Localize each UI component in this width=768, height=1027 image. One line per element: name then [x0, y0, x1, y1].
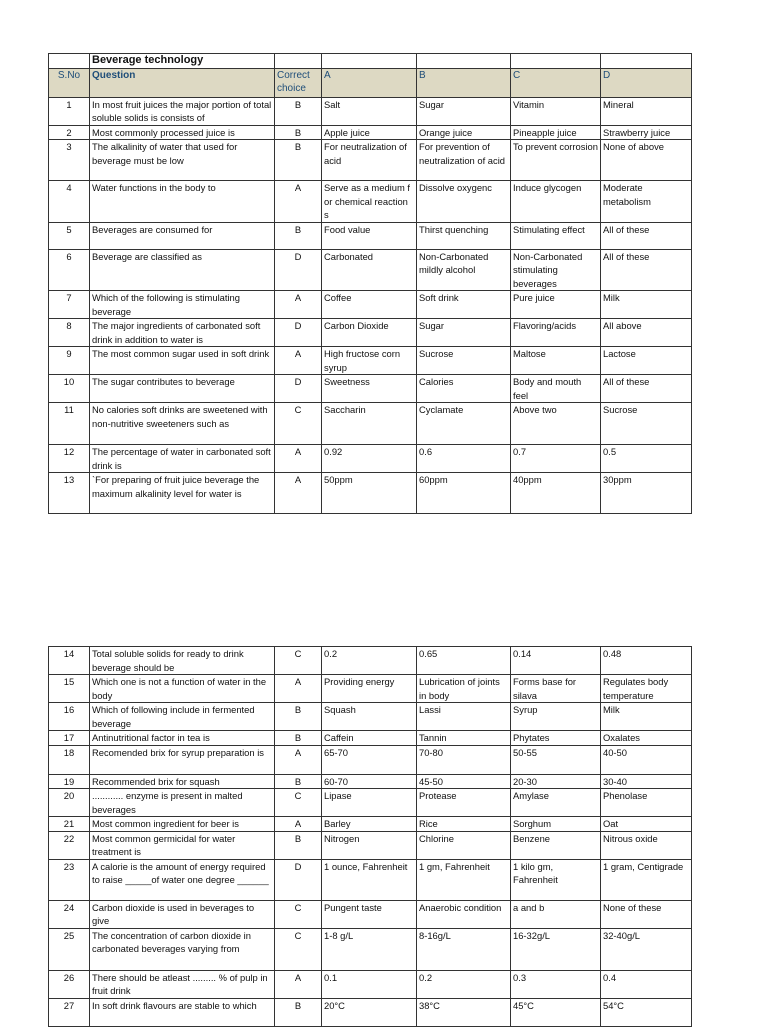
cell-option-c: 45°C — [511, 998, 601, 1026]
cell-sno: 5 — [49, 222, 90, 249]
cell-option-a: 65-70 — [322, 745, 417, 774]
cell-option-c: 20-30 — [511, 774, 601, 789]
cell-option-c: Forms base for silava — [511, 675, 601, 703]
cell-option-c: Syrup — [511, 703, 601, 731]
cell-option-a: 20°C — [322, 998, 417, 1026]
cell-option-b: Chlorine — [417, 831, 511, 859]
cell-option-c: 16-32g/L — [511, 928, 601, 970]
cell-option-b: Protease — [417, 789, 511, 817]
cell-option-d: Milk — [601, 291, 692, 319]
cell-option-a: Food value — [322, 222, 417, 249]
question-row — [49, 928, 692, 970]
cell-question: Which of the following is stimulating beverage — [90, 291, 275, 319]
cell-question: A calorie is the amount of energy required to raise _____of water one degree ______ — [90, 859, 275, 900]
cell-option-a: Squash — [322, 703, 417, 731]
cell-option-d: Regulates body temperature — [601, 675, 692, 703]
cell-option-a: Serve as a medium f or chemical reaction s — [322, 181, 417, 223]
cell-option-a: For neutralization of acid — [322, 140, 417, 181]
cell-sno: 20 — [49, 789, 90, 817]
cell-option-b: For prevention of neutralization of acid — [417, 140, 511, 181]
cell-question: There should be atleast ......... % of pulp in fruit drink — [90, 970, 275, 998]
header-question: Question — [90, 68, 275, 97]
cell-option-a: Coffee — [322, 291, 417, 319]
cell-question: Recomended brix for syrup preparation is — [90, 745, 275, 774]
cell-option-d: Sucrose — [601, 403, 692, 445]
cell-correct-choice: D — [275, 859, 322, 900]
cell-sno: 14 — [49, 647, 90, 675]
cell-sno: 8 — [49, 319, 90, 347]
question-row — [49, 291, 692, 319]
cell-question: Carbon dioxide is used in beverages to give — [90, 900, 275, 928]
cell-option-c: Pure juice — [511, 291, 601, 319]
question-row — [49, 970, 692, 998]
cell-option-a: Lipase — [322, 789, 417, 817]
cell-sno: 24 — [49, 900, 90, 928]
question-row — [49, 731, 692, 746]
cell-question: Beverage are classified as — [90, 249, 275, 291]
cell-correct-choice: A — [275, 970, 322, 998]
cell-option-c: To prevent corrosion — [511, 140, 601, 181]
cell-option-d: 54°C — [601, 998, 692, 1026]
cell-option-a: 0.92 — [322, 445, 417, 473]
question-row — [49, 703, 692, 731]
cell-question: The alkalinity of water that used for beverage must be low — [90, 140, 275, 181]
cell-option-d: Nitrous oxide — [601, 831, 692, 859]
cell-question: Antinutritional factor in tea is — [90, 731, 275, 746]
cell-option-d: Milk — [601, 703, 692, 731]
cell-sno: 23 — [49, 859, 90, 900]
cell-question: The most common sugar used in soft drink — [90, 347, 275, 375]
cell-option-d: Phenolase — [601, 789, 692, 817]
cell-option-d: Oat — [601, 817, 692, 832]
cell-correct-choice: B — [275, 703, 322, 731]
cell-option-d: None of these — [601, 900, 692, 928]
cell-option-b: 70-80 — [417, 745, 511, 774]
cell-option-c: 0.3 — [511, 970, 601, 998]
cell-sno: 18 — [49, 745, 90, 774]
cell-sno: 15 — [49, 675, 90, 703]
cell-correct-choice: A — [275, 445, 322, 473]
question-row — [49, 97, 692, 125]
cell-option-c: Maltose — [511, 347, 601, 375]
cell-question: Most commonly processed juice is — [90, 125, 275, 140]
cell-question: Beverages are consumed for — [90, 222, 275, 249]
cell-correct-choice: A — [275, 817, 322, 832]
cell-option-a: Nitrogen — [322, 831, 417, 859]
cell-option-a: Saccharin — [322, 403, 417, 445]
cell-option-c: Non-Carbonated stimulating beverages — [511, 249, 601, 291]
cell-option-b: Tannin — [417, 731, 511, 746]
cell-question: Which of following include in fermented beverage — [90, 703, 275, 731]
cell-option-d: Mineral — [601, 97, 692, 125]
cell-option-d: 30-40 — [601, 774, 692, 789]
question-table-1-body — [49, 54, 692, 514]
cell-option-b: Cyclamate — [417, 403, 511, 445]
cell-option-a: Sweetness — [322, 375, 417, 403]
cell-option-a: Carbon Dioxide — [322, 319, 417, 347]
cell-question: Which one is not a function of water in the body — [90, 675, 275, 703]
cell-sno: 2 — [49, 125, 90, 140]
title-blank-cell — [322, 54, 417, 69]
cell-correct-choice: B — [275, 998, 322, 1026]
cell-option-b: 0.2 — [417, 970, 511, 998]
question-row — [49, 125, 692, 140]
cell-correct-choice: D — [275, 319, 322, 347]
header-option-b: B — [417, 68, 511, 97]
cell-question: The percentage of water in carbonated soft drink is — [90, 445, 275, 473]
cell-option-a: Caffein — [322, 731, 417, 746]
cell-option-d: None of above — [601, 140, 692, 181]
header-option-c: C — [511, 68, 601, 97]
cell-question: The major ingredients of carbonated soft drink in addition to water is — [90, 319, 275, 347]
cell-option-b: Lubrication of joints in body — [417, 675, 511, 703]
cell-sno: 25 — [49, 928, 90, 970]
cell-option-d: 40-50 — [601, 745, 692, 774]
cell-option-d: Moderate metabolism — [601, 181, 692, 223]
cell-option-d: All of these — [601, 375, 692, 403]
cell-option-b: Dissolve oxygenc — [417, 181, 511, 223]
title-blank-cell — [601, 54, 692, 69]
cell-option-b: 8-16g/L — [417, 928, 511, 970]
question-table-2 — [48, 646, 692, 1027]
cell-option-a: 60-70 — [322, 774, 417, 789]
cell-option-d: Oxalates — [601, 731, 692, 746]
cell-correct-choice: A — [275, 473, 322, 514]
cell-correct-choice: B — [275, 140, 322, 181]
cell-option-a: Salt — [322, 97, 417, 125]
cell-option-b: Rice — [417, 817, 511, 832]
cell-correct-choice: D — [275, 375, 322, 403]
cell-option-b: Calories — [417, 375, 511, 403]
question-row — [49, 319, 692, 347]
question-row — [49, 473, 692, 514]
cell-option-c: 1 kilo gm, Fahrenheit — [511, 859, 601, 900]
cell-correct-choice: A — [275, 675, 322, 703]
title-blank-cell — [49, 54, 90, 69]
header-sno: S.No — [49, 68, 90, 97]
question-row — [49, 445, 692, 473]
cell-option-a: 0.2 — [322, 647, 417, 675]
cell-correct-choice: A — [275, 291, 322, 319]
title-row — [49, 54, 692, 69]
cell-option-c: Stimulating effect — [511, 222, 601, 249]
cell-option-a: Pungent taste — [322, 900, 417, 928]
cell-option-d: Lactose — [601, 347, 692, 375]
cell-option-a: 1 ounce, Fahrenheit — [322, 859, 417, 900]
question-row — [49, 347, 692, 375]
cell-option-b: 0.6 — [417, 445, 511, 473]
cell-option-b: 38°C — [417, 998, 511, 1026]
question-row — [49, 745, 692, 774]
cell-option-a: Barley — [322, 817, 417, 832]
title-blank-cell — [511, 54, 601, 69]
header-option-d: D — [601, 68, 692, 97]
cell-sno: 19 — [49, 774, 90, 789]
cell-sno: 13 — [49, 473, 90, 514]
cell-option-b: 0.65 — [417, 647, 511, 675]
cell-option-c: a and b — [511, 900, 601, 928]
cell-question: Water functions in the body to — [90, 181, 275, 223]
question-row — [49, 181, 692, 223]
cell-correct-choice: C — [275, 647, 322, 675]
cell-option-b: Sugar — [417, 97, 511, 125]
cell-sno: 12 — [49, 445, 90, 473]
cell-option-a: Apple juice — [322, 125, 417, 140]
cell-correct-choice: C — [275, 403, 322, 445]
sheet-title: Beverage technology — [90, 54, 275, 69]
cell-sno: 16 — [49, 703, 90, 731]
cell-sno: 6 — [49, 249, 90, 291]
cell-correct-choice: A — [275, 745, 322, 774]
header-option-a: A — [322, 68, 417, 97]
cell-sno: 21 — [49, 817, 90, 832]
cell-option-b: Sugar — [417, 319, 511, 347]
cell-option-c: Pineapple juice — [511, 125, 601, 140]
cell-sno: 3 — [49, 140, 90, 181]
cell-question: Most common germicidal for water treatment is — [90, 831, 275, 859]
cell-option-b: Orange juice — [417, 125, 511, 140]
cell-option-a: Providing energy — [322, 675, 417, 703]
question-table-2-body — [49, 647, 692, 1027]
cell-option-b: Lassi — [417, 703, 511, 731]
cell-option-a: 50ppm — [322, 473, 417, 514]
cell-option-a: Carbonated — [322, 249, 417, 291]
cell-question: Most common ingredient for beer is — [90, 817, 275, 832]
cell-option-b: Non-Carbonated mildly alcohol — [417, 249, 511, 291]
cell-option-c: Induce glycogen — [511, 181, 601, 223]
cell-correct-choice: C — [275, 928, 322, 970]
cell-option-b: Thirst quenching — [417, 222, 511, 249]
question-row — [49, 998, 692, 1026]
cell-correct-choice: A — [275, 347, 322, 375]
cell-option-b: 1 gm, Fahrenheit — [417, 859, 511, 900]
question-row — [49, 789, 692, 817]
cell-option-d: Strawberry juice — [601, 125, 692, 140]
cell-option-d: 1 gram, Centigrade — [601, 859, 692, 900]
cell-question: Total soluble solids for ready to drink beverage should be — [90, 647, 275, 675]
cell-sno: 1 — [49, 97, 90, 125]
cell-correct-choice: B — [275, 774, 322, 789]
cell-correct-choice: B — [275, 222, 322, 249]
cell-correct-choice: D — [275, 249, 322, 291]
cell-option-c: 40ppm — [511, 473, 601, 514]
header-row — [49, 68, 692, 97]
cell-option-b: 45-50 — [417, 774, 511, 789]
cell-sno: 4 — [49, 181, 90, 223]
cell-correct-choice: B — [275, 125, 322, 140]
question-row — [49, 831, 692, 859]
cell-option-d: All of these — [601, 249, 692, 291]
cell-option-c: Above two — [511, 403, 601, 445]
question-row — [49, 774, 692, 789]
cell-option-c: 50-55 — [511, 745, 601, 774]
cell-question: The concentration of carbon dioxide in carbonated beverages varying from — [90, 928, 275, 970]
cell-correct-choice: B — [275, 97, 322, 125]
title-blank-cell — [417, 54, 511, 69]
cell-correct-choice: B — [275, 731, 322, 746]
cell-sno: 9 — [49, 347, 90, 375]
cell-question: In most fruit juices the major portion of total soluble solids is consists of — [90, 97, 275, 125]
cell-correct-choice: B — [275, 831, 322, 859]
cell-option-c: Sorghum — [511, 817, 601, 832]
question-row — [49, 403, 692, 445]
question-row — [49, 900, 692, 928]
cell-question: `For preparing of fruit juice beverage the maximum alkalinity level for water is — [90, 473, 275, 514]
cell-sno: 22 — [49, 831, 90, 859]
question-row — [49, 859, 692, 900]
cell-option-a: 0.1 — [322, 970, 417, 998]
question-row — [49, 222, 692, 249]
cell-sno: 17 — [49, 731, 90, 746]
cell-option-b: 60ppm — [417, 473, 511, 514]
cell-correct-choice: C — [275, 789, 322, 817]
question-row — [49, 249, 692, 291]
header-correct-choice: Correct choice — [275, 68, 322, 97]
cell-option-b: Soft drink — [417, 291, 511, 319]
cell-correct-choice: C — [275, 900, 322, 928]
cell-question: The sugar contributes to beverage — [90, 375, 275, 403]
title-blank-cell — [275, 54, 322, 69]
cell-question: No calories soft drinks are sweetened with non-nutritive sweeteners such as — [90, 403, 275, 445]
cell-option-c: Amylase — [511, 789, 601, 817]
cell-sno: 26 — [49, 970, 90, 998]
question-table-1 — [48, 53, 692, 514]
question-row — [49, 817, 692, 832]
cell-sno: 10 — [49, 375, 90, 403]
cell-option-d: 0.5 — [601, 445, 692, 473]
cell-option-b: Anaerobic condition — [417, 900, 511, 928]
cell-option-c: Phytates — [511, 731, 601, 746]
cell-option-d: 0.48 — [601, 647, 692, 675]
cell-option-a: High fructose corn syrup — [322, 347, 417, 375]
cell-correct-choice: A — [275, 181, 322, 223]
cell-option-c: 0.14 — [511, 647, 601, 675]
cell-option-c: Benzene — [511, 831, 601, 859]
cell-question: ............ enzyme is present in malted beverages — [90, 789, 275, 817]
cell-sno: 27 — [49, 998, 90, 1026]
cell-option-d: 0.4 — [601, 970, 692, 998]
question-row — [49, 647, 692, 675]
cell-option-a: 1-8 g/L — [322, 928, 417, 970]
cell-question: In soft drink flavours are stable to which — [90, 998, 275, 1026]
cell-option-c: Vitamin — [511, 97, 601, 125]
question-row — [49, 375, 692, 403]
cell-sno: 7 — [49, 291, 90, 319]
cell-sno: 11 — [49, 403, 90, 445]
cell-option-d: All of these — [601, 222, 692, 249]
cell-option-c: Body and mouth feel — [511, 375, 601, 403]
cell-option-d: 30ppm — [601, 473, 692, 514]
cell-question: Recommended brix for squash — [90, 774, 275, 789]
cell-option-d: 32-40g/L — [601, 928, 692, 970]
question-row — [49, 140, 692, 181]
cell-option-d: All above — [601, 319, 692, 347]
cell-option-b: Sucrose — [417, 347, 511, 375]
cell-option-c: Flavoring/acids — [511, 319, 601, 347]
question-row — [49, 675, 692, 703]
cell-option-c: 0.7 — [511, 445, 601, 473]
